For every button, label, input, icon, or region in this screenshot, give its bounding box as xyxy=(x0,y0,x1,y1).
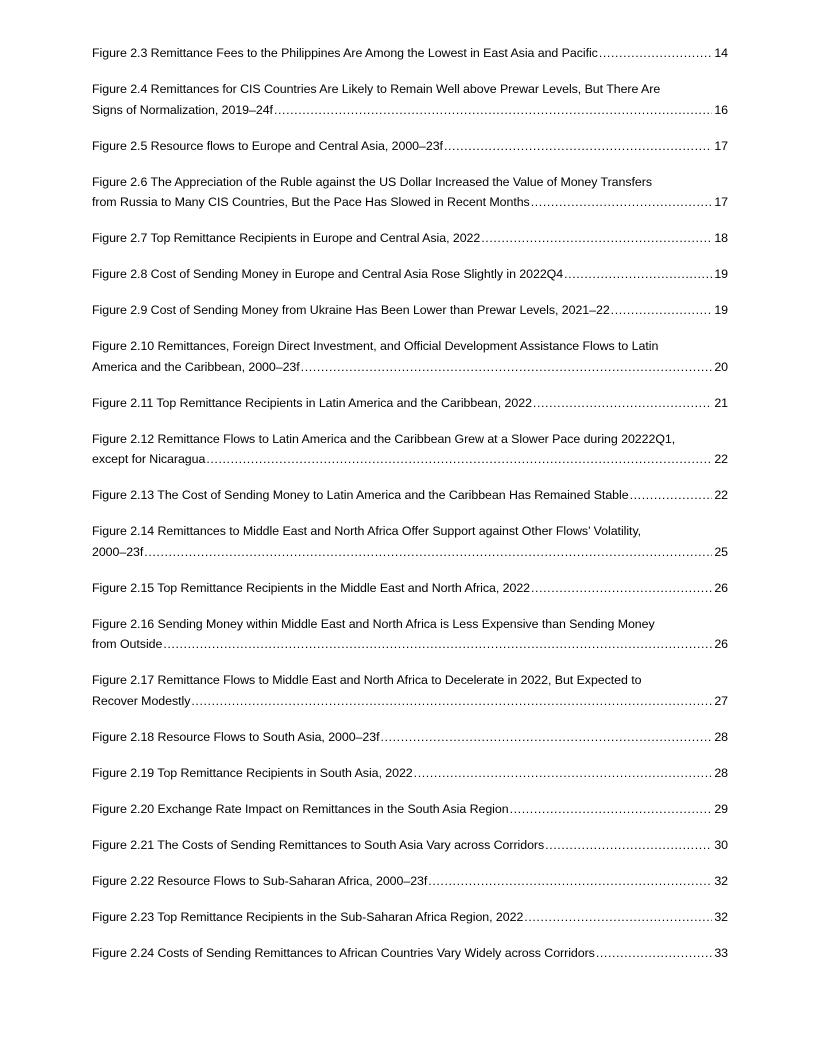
toc-entry[interactable] xyxy=(92,763,728,784)
entry-title: Figure 2.16 Sending Money within Middle East and North Africa is Less Expensive than Sending Money xyxy=(92,616,655,631)
entry-title: Figure 2.21 The Costs of Sending Remittances to South Asia Vary across Corridors xyxy=(92,837,545,852)
dot-leader xyxy=(524,907,712,928)
entry-title: Figure 2.12 Remittance Flows to Latin America and the Caribbean Grew at a Slower Pace during 20222Q1, xyxy=(92,431,676,446)
toc-entry[interactable] xyxy=(92,136,728,157)
page-number: 18 xyxy=(714,231,728,245)
entry-title: Figure 2.8 Cost of Sending Money in Europe and Central Asia Rose Slightly in 2022Q4 xyxy=(92,267,564,281)
page-number: 19 xyxy=(714,303,728,317)
entry-title-last-line xyxy=(92,192,728,213)
page-number: 33 xyxy=(714,945,728,960)
entry-title: Figure 2.10 Remittances, Foreign Direct Investment, and Official Development Assistance Flows to Latin xyxy=(92,339,659,353)
page-number: 16 xyxy=(714,102,728,117)
entry-title-line xyxy=(92,336,728,357)
page-number: 26 xyxy=(714,580,728,595)
entry-title: Figure 2.6 The Appreciation of the Ruble against the US Dollar Increased the Value of Money Transfers xyxy=(92,174,652,189)
page-number: 26 xyxy=(714,637,728,651)
entry-title-line xyxy=(92,670,728,691)
page-number: 28 xyxy=(714,765,728,780)
page-number: 14 xyxy=(714,46,728,60)
dot-leader xyxy=(545,835,712,856)
toc-entry[interactable] xyxy=(92,300,728,321)
toc-entry[interactable] xyxy=(92,393,728,414)
entry-title-last-line xyxy=(92,357,728,378)
page-number: 29 xyxy=(714,801,728,816)
dot-leader xyxy=(444,136,712,157)
page-number: 30 xyxy=(714,837,728,852)
dot-leader xyxy=(274,100,712,121)
entry-title: from Outside xyxy=(92,637,163,651)
entry-title-line xyxy=(92,614,728,635)
entry-title-line xyxy=(92,521,728,542)
entry-title: Figure 2.4 Remittances for CIS Countries Are Likely to Remain Well above Prewar Levels, But There Are xyxy=(92,82,661,96)
dot-leader xyxy=(481,228,712,249)
dot-leader xyxy=(510,799,713,820)
dot-leader xyxy=(428,871,712,892)
dot-leader xyxy=(630,485,713,506)
entry-title: Signs of Normalization, 2019–24f xyxy=(92,102,273,117)
entry-title: Figure 2.18 Resource Flows to South Asia, 2000–23f xyxy=(92,729,380,744)
dot-leader xyxy=(533,393,712,414)
page-number: 17 xyxy=(714,138,728,153)
toc-entry[interactable] xyxy=(92,485,728,506)
toc-entry[interactable] xyxy=(92,521,728,562)
page-number: 32 xyxy=(714,873,728,888)
toc-entry[interactable] xyxy=(92,799,728,820)
toc-entry[interactable] xyxy=(92,336,728,377)
dot-leader xyxy=(531,578,712,599)
entry-title: Figure 2.19 Top Remittance Recipients in South Asia, 2022 xyxy=(92,765,413,780)
entry-title-last-line xyxy=(92,542,728,563)
entry-title-last-line xyxy=(92,634,728,655)
dot-leader xyxy=(163,634,712,655)
entry-title: except for Nicaragua xyxy=(92,452,206,466)
entry-title: Figure 2.14 Remittances to Middle East and North Africa Offer Support against Other Flows’ Volatility, xyxy=(92,524,642,538)
entry-title: Figure 2.17 Remittance Flows to Middle East and North Africa to Decelerate in 2022, But Expected to xyxy=(92,673,642,687)
toc-entry[interactable] xyxy=(92,429,728,470)
dot-leader xyxy=(531,192,713,213)
entry-title: Figure 2.20 Exchange Rate Impact on Remittances in the South Asia Region xyxy=(92,801,509,816)
entry-title: Figure 2.5 Resource flows to Europe and Central Asia, 2000–23f xyxy=(92,138,443,153)
page-number: 20 xyxy=(714,359,728,374)
toc-entry[interactable] xyxy=(92,907,728,928)
entry-title-line xyxy=(92,79,728,100)
toc-entry[interactable] xyxy=(92,943,728,964)
entry-title: Figure 2.7 Top Remittance Recipients in Europe and Central Asia, 2022 xyxy=(92,231,481,245)
toc-entry[interactable] xyxy=(92,43,728,64)
page-number: 32 xyxy=(714,909,728,924)
dot-leader xyxy=(206,449,712,470)
entry-title-last-line xyxy=(92,449,728,470)
dot-leader xyxy=(599,43,712,64)
entry-title: 2000–23f xyxy=(92,544,144,559)
page-number: 17 xyxy=(714,195,728,209)
dot-leader xyxy=(191,691,712,712)
page-number: 27 xyxy=(714,693,728,708)
dot-leader xyxy=(564,264,712,285)
toc-entry[interactable] xyxy=(92,614,728,655)
page-number: 21 xyxy=(714,395,728,410)
list-of-figures xyxy=(92,43,728,979)
entry-title-line xyxy=(92,172,728,193)
page-number: 25 xyxy=(714,544,728,559)
entry-title: Figure 2.3 Remittance Fees to the Philippines Are Among the Lowest in East Asia and Pacific xyxy=(92,46,598,60)
dot-leader xyxy=(414,763,713,784)
toc-entry[interactable] xyxy=(92,264,728,285)
toc-entry[interactable] xyxy=(92,172,728,213)
entry-title: from Russia to Many CIS Countries, But the Pace Has Slowed in Recent Months xyxy=(92,195,530,209)
entry-title: Figure 2.23 Top Remittance Recipients in the Sub-Saharan Africa Region, 2022 xyxy=(92,909,524,924)
toc-entry[interactable] xyxy=(92,670,728,711)
dot-leader xyxy=(611,300,713,321)
page-number: 28 xyxy=(714,729,728,744)
toc-entry[interactable] xyxy=(92,871,728,892)
entry-title-last-line xyxy=(92,100,728,121)
toc-entry[interactable] xyxy=(92,727,728,748)
entry-title: Figure 2.13 The Cost of Sending Money to Latin America and the Caribbean Has Remained Stable xyxy=(92,488,629,502)
entry-title-last-line xyxy=(92,691,728,712)
entry-title: Figure 2.11 Top Remittance Recipients in Latin America and the Caribbean, 2022 xyxy=(92,395,532,410)
dot-leader xyxy=(380,727,712,748)
toc-entry[interactable] xyxy=(92,835,728,856)
dot-leader xyxy=(596,943,713,964)
toc-entry[interactable] xyxy=(92,578,728,599)
toc-entry[interactable] xyxy=(92,79,728,120)
entry-title: Figure 2.15 Top Remittance Recipients in the Middle East and North Africa, 2022 xyxy=(92,580,530,595)
entry-title-line xyxy=(92,429,728,450)
toc-entry[interactable] xyxy=(92,228,728,249)
entry-title: Figure 2.22 Resource Flows to Sub-Saharan Africa, 2000–23f xyxy=(92,873,428,888)
dot-leader xyxy=(144,542,712,563)
entry-title: America and the Caribbean, 2000–23f xyxy=(92,359,300,374)
dot-leader xyxy=(301,357,713,378)
page-number: 22 xyxy=(714,488,728,502)
entry-title: Figure 2.9 Cost of Sending Money from Ukraine Has Been Lower than Prewar Levels, 2021–22 xyxy=(92,303,610,317)
entry-title: Recover Modestly xyxy=(92,693,191,708)
page-number: 22 xyxy=(714,452,728,466)
entry-title: Figure 2.24 Costs of Sending Remittances to African Countries Vary Widely across Corridors xyxy=(92,945,595,960)
page-number: 19 xyxy=(714,267,728,281)
